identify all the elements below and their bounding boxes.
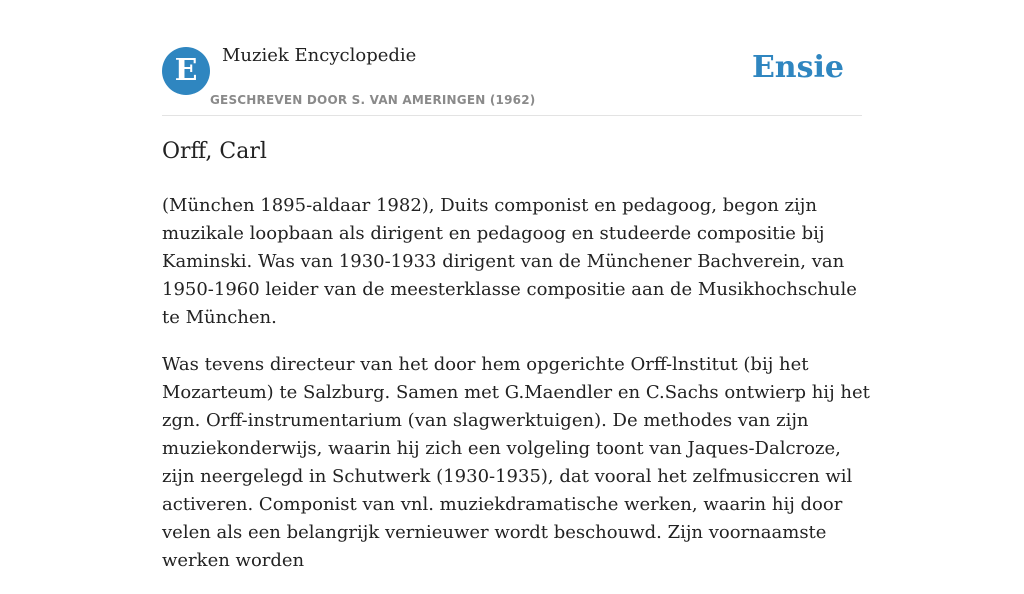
header	[162, 0, 862, 116]
entry-title: Orff, Carl	[162, 139, 267, 164]
ensie-logo-icon[interactable]: E	[162, 47, 210, 95]
brand-logo[interactable]: Ensie	[751, 50, 844, 85]
entry-paragraph: Was tevens directeur van het door hem opgerichte Orff-lnstitut (bij het Mozarteum) te Salzburg. Samen met G.Maendler en C.Sachs ontwierp hij het zgn. Orff-instrumentarium (van slagwerktuigen). De methodes van zijn muziekonderwijs, waarin hij zich een volgeling toont van Jaques-Dalcroze, zijn neergelegd in Schutwerk (1930-1935), dat vooral het zelfmusiccren wil activeren. Componist van vnl. muziekdramatische werken, waarin hij door velen als een belangrijk vernieuwer wordt beschouwd. Zijn voornaamste werken worden	[162, 354, 870, 571]
entry-content	[162, 192, 872, 594]
author-line: GESCHREVEN DOOR S. VAN AMERINGEN (1962)	[210, 93, 536, 107]
entry-paragraph: (München 1895-aldaar 1982), Duits componist en pedagoog, begon zijn muzikale loopbaan als dirigent en pedagoog en studeerde compositie bij Kaminski. Was van 1930-1933 dirigent van de Münchener Bachverein, van 1950-1960 leider van de meesterklasse compositie aan de Musikhochschule te München.	[162, 195, 857, 328]
book-title[interactable]: Muziek Encyclopedie	[222, 45, 417, 66]
